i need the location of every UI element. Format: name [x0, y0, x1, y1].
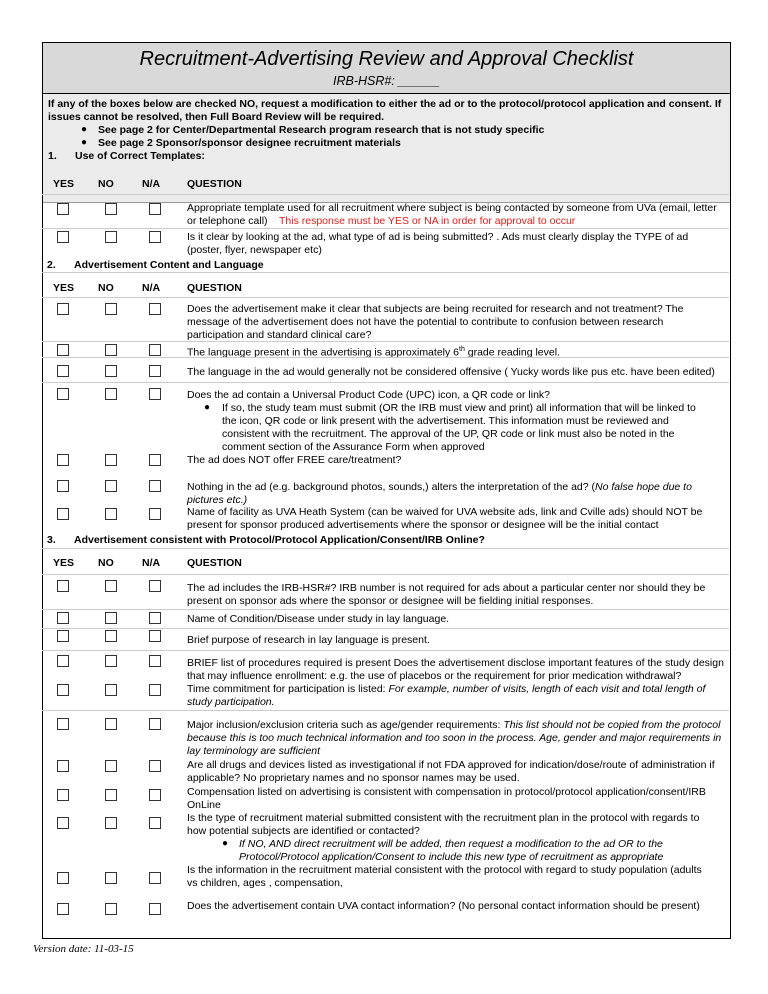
intro-line: issues cannot be resolved, then Full Board Review will be required. — [48, 111, 385, 123]
question-text: Does the ad contain a Universal Product Code (UPC) icon, a QR code or link? — [187, 389, 551, 401]
no-checkbox[interactable] — [105, 630, 117, 642]
question-text: or telephone call) — [187, 215, 268, 227]
col-header-yes: YES — [53, 557, 75, 569]
question-bullet: Protocol/Protocol application/Consent to include this new type of recruitment as appropriate — [239, 851, 664, 863]
question-text: Is it clear by looking at the ad, what type of ad is being submitted? . Ads must clearly display the TYPE of ad — [187, 231, 689, 243]
question-text: The ad includes the IRB-HSR#? IRB number is not required for ads about a particular center nor should they be — [187, 582, 706, 594]
no-checkbox[interactable] — [105, 655, 117, 667]
yes-checkbox[interactable] — [57, 365, 69, 377]
col-header-yes: YES — [53, 178, 75, 190]
na-checkbox[interactable] — [149, 454, 161, 466]
col-header-no: NO — [98, 178, 114, 190]
question-text: Appropriate template used for all recruitment where subject is being contacted by someone from UVa (email, letter — [187, 202, 717, 214]
na-checkbox[interactable] — [149, 480, 161, 492]
na-checkbox[interactable] — [149, 655, 161, 667]
question-text: present on sponsor ads where the sponsor or designee will be fielding initial responses. — [187, 595, 594, 607]
yes-checkbox[interactable] — [57, 508, 69, 520]
no-checkbox[interactable] — [105, 365, 117, 377]
question-text: Major inclusion/exclusion criteria such as age/gender requirements: This list should not be copied from the protocol — [187, 719, 721, 731]
na-checkbox[interactable] — [149, 789, 161, 801]
question-text: The language present in the advertising is approximately 6th grade reading level. — [187, 346, 560, 359]
yes-checkbox[interactable] — [57, 231, 69, 243]
question-text: Name of Condition/Disease under study in lay language. — [187, 613, 450, 625]
no-checkbox[interactable] — [105, 454, 117, 466]
na-checkbox[interactable] — [149, 231, 161, 243]
na-checkbox[interactable] — [149, 718, 161, 730]
bullet-icon: ● — [81, 137, 88, 148]
col-header-na: N/A — [142, 282, 161, 294]
question-text: study participation. — [187, 696, 275, 708]
col-header-na: N/A — [142, 557, 161, 569]
yes-checkbox[interactable] — [57, 454, 69, 466]
question-bullet: the icon, QR code or link present with the advertisement. This information must be reviewed and — [222, 415, 669, 427]
section-title: Use of Correct Templates: — [75, 150, 205, 162]
yes-checkbox[interactable] — [57, 789, 69, 801]
question-text: message of the advertisement does not have the potential to contribute to confusion between research — [187, 316, 664, 328]
section-number: 2. — [47, 259, 56, 271]
na-checkbox[interactable] — [149, 630, 161, 642]
no-checkbox[interactable] — [105, 684, 117, 696]
yes-checkbox[interactable] — [57, 718, 69, 730]
title-box — [43, 43, 730, 94]
na-checkbox[interactable] — [149, 612, 161, 624]
question-text: Does the advertisement make it clear that subjects are being recruited for research and not treatment? The — [187, 303, 684, 315]
no-checkbox[interactable] — [105, 231, 117, 243]
question-text: (poster, flyer, newspaper etc) — [187, 244, 322, 256]
col-header-yes: YES — [53, 282, 75, 294]
question-bullet: consistent with the recruitment. The approval of the UP, QR code or link must also be noted in the — [222, 428, 675, 440]
no-checkbox[interactable] — [105, 718, 117, 730]
na-checkbox[interactable] — [149, 388, 161, 400]
col-header-question: QUESTION — [187, 178, 242, 190]
na-checkbox[interactable] — [149, 684, 161, 696]
question-text: Time commitment for participation is listed: For example, number of visits, length of each visit and total length of — [187, 683, 706, 695]
no-checkbox[interactable] — [105, 203, 117, 215]
section-title: Advertisement Content and Language — [74, 259, 264, 271]
question-text: lay terminology are sufficient — [187, 745, 321, 757]
na-checkbox[interactable] — [149, 760, 161, 772]
yes-checkbox[interactable] — [57, 684, 69, 696]
question-text: Name of facility as UVA Heath System (can be waived for UVA website ads, link and Cville ads) should NOT be — [187, 506, 703, 518]
question-text: Brief purpose of research in lay language is present. — [187, 634, 430, 646]
na-checkbox[interactable] — [149, 903, 161, 915]
bullet-icon: ● — [81, 124, 88, 135]
yes-checkbox[interactable] — [57, 655, 69, 667]
yes-checkbox[interactable] — [57, 612, 69, 624]
question-text: present for sponsor produced advertisements where the sponsor or designee will be the initial contact — [187, 519, 659, 531]
yes-checkbox[interactable] — [57, 872, 69, 884]
col-header-no: NO — [98, 282, 114, 294]
na-checkbox[interactable] — [149, 508, 161, 520]
intro-bullet: See page 2 for Center/Departmental Research program research that is not study specific — [98, 124, 545, 136]
no-checkbox[interactable] — [105, 789, 117, 801]
col-header-question: QUESTION — [187, 282, 242, 294]
col-header-no: NO — [98, 557, 114, 569]
yes-checkbox[interactable] — [57, 344, 69, 356]
intro-line: If any of the boxes below are checked NO, request a modification to either the ad or to the protocol/protocol application and consent. If — [48, 98, 722, 110]
question-bullet: If NO, AND direct recruitment will be added, then request a modification to the ad OR to the — [239, 838, 663, 850]
approval-requirement-note: This response must be YES or NA in order for approval to occur — [279, 215, 576, 227]
no-checkbox[interactable] — [105, 508, 117, 520]
section-title: Advertisement consistent with Protocol/Protocol Application/Consent/IRB Online? — [74, 534, 485, 546]
yes-checkbox[interactable] — [57, 817, 69, 829]
na-checkbox[interactable] — [149, 365, 161, 377]
no-checkbox[interactable] — [105, 580, 117, 592]
na-checkbox[interactable] — [149, 344, 161, 356]
question-bullet: If so, the study team must submit (OR the IRB must view and print) all information that will be linked to — [222, 402, 696, 414]
na-checkbox[interactable] — [149, 872, 161, 884]
section-number: 1. — [48, 150, 57, 162]
no-checkbox[interactable] — [105, 872, 117, 884]
na-checkbox[interactable] — [149, 303, 161, 315]
no-checkbox[interactable] — [105, 388, 117, 400]
question-text: pictures etc.) — [187, 494, 248, 506]
question-text: The language in the ad would generally not be considered offensive ( Yucky words like pus etc. have been edited) — [187, 366, 715, 378]
na-checkbox[interactable] — [149, 580, 161, 592]
yes-checkbox[interactable] — [57, 388, 69, 400]
question-text: Is the information in the recruitment material consistent with the protocol with regard to study population (adults — [187, 864, 702, 876]
question-text: OnLine — [187, 799, 221, 811]
question-text: Are all drugs and devices listed as investigational if not FDA approved for indication/dose/route of administration if — [187, 759, 715, 771]
yes-checkbox[interactable] — [57, 480, 69, 492]
yes-checkbox[interactable] — [57, 760, 69, 772]
intro-bullet: See page 2 Sponsor/sponsor designee recruitment materials — [98, 137, 401, 149]
question-text: Compensation listed on advertising is consistent with compensation in protocol/protocol application/consent/IRB — [187, 786, 706, 798]
question-text: that may influence enrollment: e.g. the use of placebos or the requirement for prior medication withdrawal? — [187, 670, 682, 682]
question-text: Nothing in the ad (e.g. background photos, sounds,) alters the interpretation of the ad? (No false hope due to — [187, 481, 692, 493]
no-checkbox[interactable] — [105, 480, 117, 492]
col-header-question: QUESTION — [187, 557, 242, 569]
question-text: because this is too much technical information and too soon in the process. Age, gender and major requirements in — [187, 732, 722, 744]
irb-number-line: IRB-HSR#: ______ — [332, 74, 440, 88]
question-text: applicable? No proprietary names and no sponsor names may be used. — [187, 772, 520, 784]
col-header-na: N/A — [142, 178, 161, 190]
yes-checkbox[interactable] — [57, 630, 69, 642]
question-text: Does the advertisement contain UVA contact information? (No personal contact information should be present) — [187, 900, 700, 912]
no-checkbox[interactable] — [105, 760, 117, 772]
question-text: participation and standard clinical care? — [187, 329, 372, 341]
yes-checkbox[interactable] — [57, 203, 69, 215]
bullet-icon: ● — [222, 838, 229, 849]
yes-checkbox[interactable] — [57, 303, 69, 315]
question-bullet: comment section of the Assurance Form when approved — [222, 441, 485, 453]
section-number: 3. — [47, 534, 56, 546]
no-checkbox[interactable] — [105, 344, 117, 356]
page-title: Recruitment-Advertising Review and Approval Checklist — [139, 48, 634, 70]
question-text: The ad does NOT offer FREE care/treatment? — [187, 454, 402, 466]
no-checkbox[interactable] — [105, 903, 117, 915]
no-checkbox[interactable] — [105, 612, 117, 624]
no-checkbox[interactable] — [105, 303, 117, 315]
na-checkbox[interactable] — [149, 817, 161, 829]
question-text: how potential subjects are identified or contacted? — [187, 825, 420, 837]
yes-checkbox[interactable] — [57, 903, 69, 915]
question-text: BRIEF list of procedures required is present Does the advertisement disclose important features of the study design — [187, 657, 724, 669]
question-text: Is the type of recruitment material submitted consistent with the recruitment plan in the protocol with regards to — [187, 812, 700, 824]
version-date: Version date: 11-03-15 — [33, 943, 134, 955]
na-checkbox[interactable] — [149, 203, 161, 215]
question-text: vs children, ages , compensation, — [187, 877, 343, 889]
yes-checkbox[interactable] — [57, 580, 69, 592]
bullet-icon: ● — [204, 402, 211, 413]
no-checkbox[interactable] — [105, 817, 117, 829]
